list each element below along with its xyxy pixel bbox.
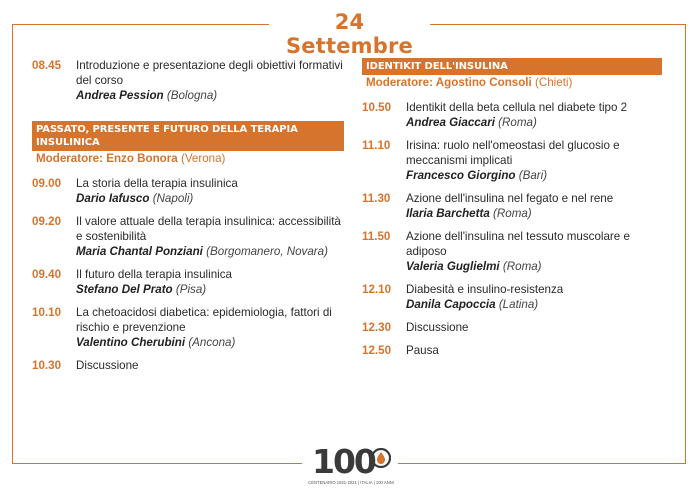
entry-body bbox=[406, 191, 662, 221]
entry-title: Il valore attuale della terapia insulinica: accessibilità e sostenibilità bbox=[76, 215, 341, 243]
left-program-list bbox=[32, 176, 344, 373]
entry-title: Introduzione e presentazione degli obiettivi formativi del corso bbox=[76, 59, 343, 87]
moderator-label: Moderatore: Agostino Consoli bbox=[366, 76, 532, 89]
session-title: PASSATO, PRESENTE E FUTURO DELLA TERAPIA INSULINICA bbox=[32, 121, 344, 151]
entry-speaker: Danila Capoccia bbox=[406, 298, 496, 311]
entry-time: 12.10 bbox=[362, 283, 392, 296]
moderator-label: Moderatore: Enzo Bonora bbox=[36, 152, 178, 165]
entry-time: 11.30 bbox=[362, 192, 391, 205]
entry-body bbox=[406, 138, 662, 183]
entry-title: Irisina: ruolo nell'omeostasi del glucosio e meccanismi implicati bbox=[406, 139, 620, 167]
left-column bbox=[32, 58, 344, 381]
entry-place: (Bari) bbox=[518, 169, 548, 182]
entry-time: 10.30 bbox=[32, 359, 62, 372]
entry-time: 09.20 bbox=[32, 215, 62, 228]
entry-speaker: Francesco Giorgino bbox=[406, 169, 516, 182]
entry-body bbox=[406, 229, 662, 274]
entry-time: 11.10 bbox=[362, 139, 391, 152]
entry-speaker-line bbox=[406, 115, 662, 130]
page-title: 24 Settembre bbox=[285, 10, 413, 58]
program-entry bbox=[362, 191, 662, 221]
entry-speaker: Stefano Del Prato bbox=[76, 283, 173, 296]
entry-time: 10.50 bbox=[362, 101, 392, 114]
entry-title: Diabesità e insulino-resistenza bbox=[406, 283, 564, 296]
frame-top-left-rule bbox=[12, 24, 269, 25]
session-moderator bbox=[362, 75, 662, 90]
entry-time: 08.45 bbox=[32, 59, 62, 72]
entry-title: La storia della terapia insulinica bbox=[76, 177, 238, 190]
moderator-place: (Verona) bbox=[180, 152, 226, 165]
entry-place: (Roma) bbox=[502, 260, 542, 273]
entry-speaker-line bbox=[76, 282, 344, 297]
entry-place: (Borgomanero, Novara) bbox=[206, 245, 328, 258]
entry-title: Azione dell'insulina nel fegato e nel rene bbox=[406, 192, 614, 205]
entry-body bbox=[76, 214, 344, 259]
program-entry bbox=[362, 320, 662, 335]
program-entry bbox=[32, 214, 344, 259]
intro-entry bbox=[32, 58, 344, 103]
entry-time: 12.50 bbox=[362, 344, 392, 357]
logo-subtitle: CENTENARIO 1921-2021 | ITALIA | 100 ANNI bbox=[308, 480, 394, 485]
entry-place: (Bologna) bbox=[166, 89, 218, 102]
insulin-drop-icon bbox=[371, 448, 391, 468]
entry-body bbox=[76, 358, 344, 373]
program-entry bbox=[32, 176, 344, 206]
entry-body bbox=[76, 58, 344, 103]
centenary-logo bbox=[302, 440, 398, 490]
entry-title: Discussione bbox=[406, 321, 469, 334]
right-program-list bbox=[362, 100, 662, 358]
program-entry bbox=[362, 100, 662, 130]
moderator-place: (Chieti) bbox=[534, 76, 573, 89]
entry-speaker-line bbox=[76, 88, 344, 103]
entry-body bbox=[406, 343, 662, 358]
entry-speaker-line bbox=[76, 335, 344, 350]
entry-body bbox=[76, 176, 344, 206]
logo-number: 100 bbox=[312, 442, 375, 481]
program-entry bbox=[362, 229, 662, 274]
program-entry bbox=[362, 343, 662, 358]
entry-time: 10.10 bbox=[32, 306, 62, 319]
entry-body bbox=[406, 282, 662, 312]
entry-title: Identikit della beta cellula nel diabete tipo 2 bbox=[406, 101, 628, 114]
program-entry bbox=[362, 282, 662, 312]
entry-speaker-line bbox=[406, 206, 662, 221]
frame-top-right-rule bbox=[430, 24, 686, 25]
entry-place: (Roma) bbox=[493, 207, 532, 220]
program-entry bbox=[32, 267, 344, 297]
entry-place: (Napoli) bbox=[152, 192, 194, 205]
entry-title: Il futuro della terapia insulinica bbox=[76, 268, 232, 281]
entry-title: La chetoacidosi diabetica: epidemiologia, fattori di rischio e prevenzione bbox=[76, 306, 332, 334]
entry-speaker-line bbox=[76, 191, 344, 206]
entry-speaker-line bbox=[406, 297, 662, 312]
program-entry bbox=[362, 138, 662, 183]
entry-speaker: Ilaria Barchetta bbox=[406, 207, 490, 220]
entry-speaker: Dario Iafusco bbox=[76, 192, 150, 205]
entry-place: (Ancona) bbox=[188, 336, 236, 349]
session-title: IDENTIKIT DELL'INSULINA bbox=[362, 58, 662, 75]
entry-body bbox=[406, 100, 662, 130]
entry-body bbox=[76, 305, 344, 350]
entry-speaker-line bbox=[76, 244, 344, 259]
entry-time: 09.00 bbox=[32, 177, 62, 190]
entry-speaker: Valentino Cherubini bbox=[76, 336, 186, 349]
session-moderator bbox=[32, 151, 344, 166]
entry-speaker-line bbox=[406, 259, 662, 274]
entry-speaker: Andrea Pession bbox=[76, 89, 164, 102]
entry-title: Discussione bbox=[76, 359, 139, 372]
entry-place: (Latina) bbox=[498, 298, 539, 311]
entry-title: Pausa bbox=[406, 344, 439, 357]
entry-speaker: Valeria Guglielmi bbox=[406, 260, 500, 273]
program-entry bbox=[32, 358, 344, 373]
entry-body bbox=[76, 267, 344, 297]
program-entry bbox=[32, 305, 344, 350]
entry-body bbox=[406, 320, 662, 335]
entry-place: (Pisa) bbox=[175, 283, 207, 296]
entry-time: 09.40 bbox=[32, 268, 62, 281]
entry-speaker: Maria Chantal Ponziani bbox=[76, 245, 203, 258]
entry-time: 11.50 bbox=[362, 230, 391, 243]
entry-title: Azione dell'insulina nel tessuto muscolare e adiposo bbox=[406, 230, 630, 258]
entry-speaker-line bbox=[406, 168, 662, 183]
entry-speaker: Andrea Giaccari bbox=[406, 116, 495, 129]
entry-time: 12.30 bbox=[362, 321, 392, 334]
right-column bbox=[362, 58, 662, 366]
entry-place: (Roma) bbox=[498, 116, 537, 129]
